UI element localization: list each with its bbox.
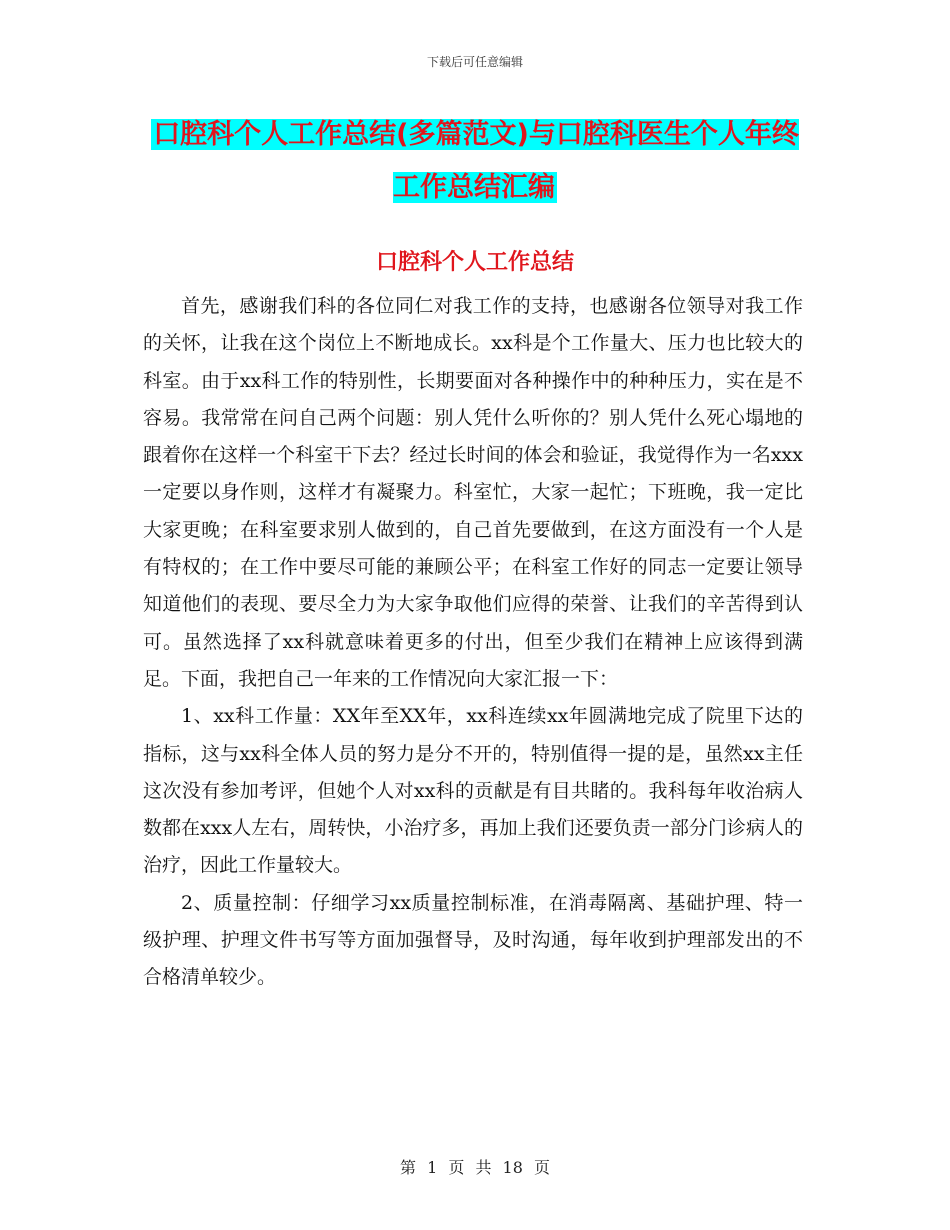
page-number-footer: 第 1 页 共 18 页 xyxy=(400,1158,550,1177)
paragraph-intro: 首先，感谢我们科的各位同仁对我工作的支持，也感谢各位领导对我工作的关怀，让我在这个岗位上不断地成长。xx科是个工作量大、压力也比较大的科室。由于xx科工作的特别性，长期要面对各种操作中的种种压力，实在是不容易。我常常在问自己两个问题：别人凭什么听你的？别人凭什么死心塌地的跟着你在这样一个科室干下去？经过长时间的体会和验证，我觉得作为一名xxx一定要以身作则，这样才有凝聚力。科室忙，大家一起忙；下班晚，我一定比大家更晚；在科室要求别人做到的，自己首先要做到，在这方面没有一个人是有特权的；在工作中要尽可能的兼顾公平；在科室工作好的同志一定要让领导知道他们的表现、要尽全力为大家争取他们应得的荣誉、让我们的辛苦得到认可。虽然选择了xx科就意味着更多的付出，但至少我们在精神上应该得到满足。下面，我把自己一年来的工作情况向大家汇报一下： xyxy=(143,295,803,690)
document-title xyxy=(140,108,810,214)
paragraph-quality-control: 2、质量控制：仔细学习xx质量控制标准，在消毒隔离、基础护理、特一级护理、护理文件书写等方面加强督导，及时沟通，每年收到护理部发出的不合格清单较少。 xyxy=(143,891,803,989)
document-title-text: 口腔科个人工作总结(多篇范文)与口腔科医生个人年终工作总结汇编 xyxy=(153,119,799,203)
section-title: 口腔科个人工作总结 xyxy=(375,250,574,275)
paragraph-workload: 1、xx科工作量：XX年至XX年，xx科连续xx年圆满地完成了院里下达的指标，这与xx科全体人员的努力是分不开的，特别值得一提的是，虽然xx主任这次没有参加考评，但她个人对xx科的贡献是有目共睹的。我科每年收治病人数都在xxx人左右，周转快，小治疗多，再加上我们还要负责一部分门诊病人的治疗，因此工作量较大。 xyxy=(143,705,803,877)
document-body xyxy=(143,288,803,997)
header-note: 下载后可任意编辑 xyxy=(426,55,523,69)
